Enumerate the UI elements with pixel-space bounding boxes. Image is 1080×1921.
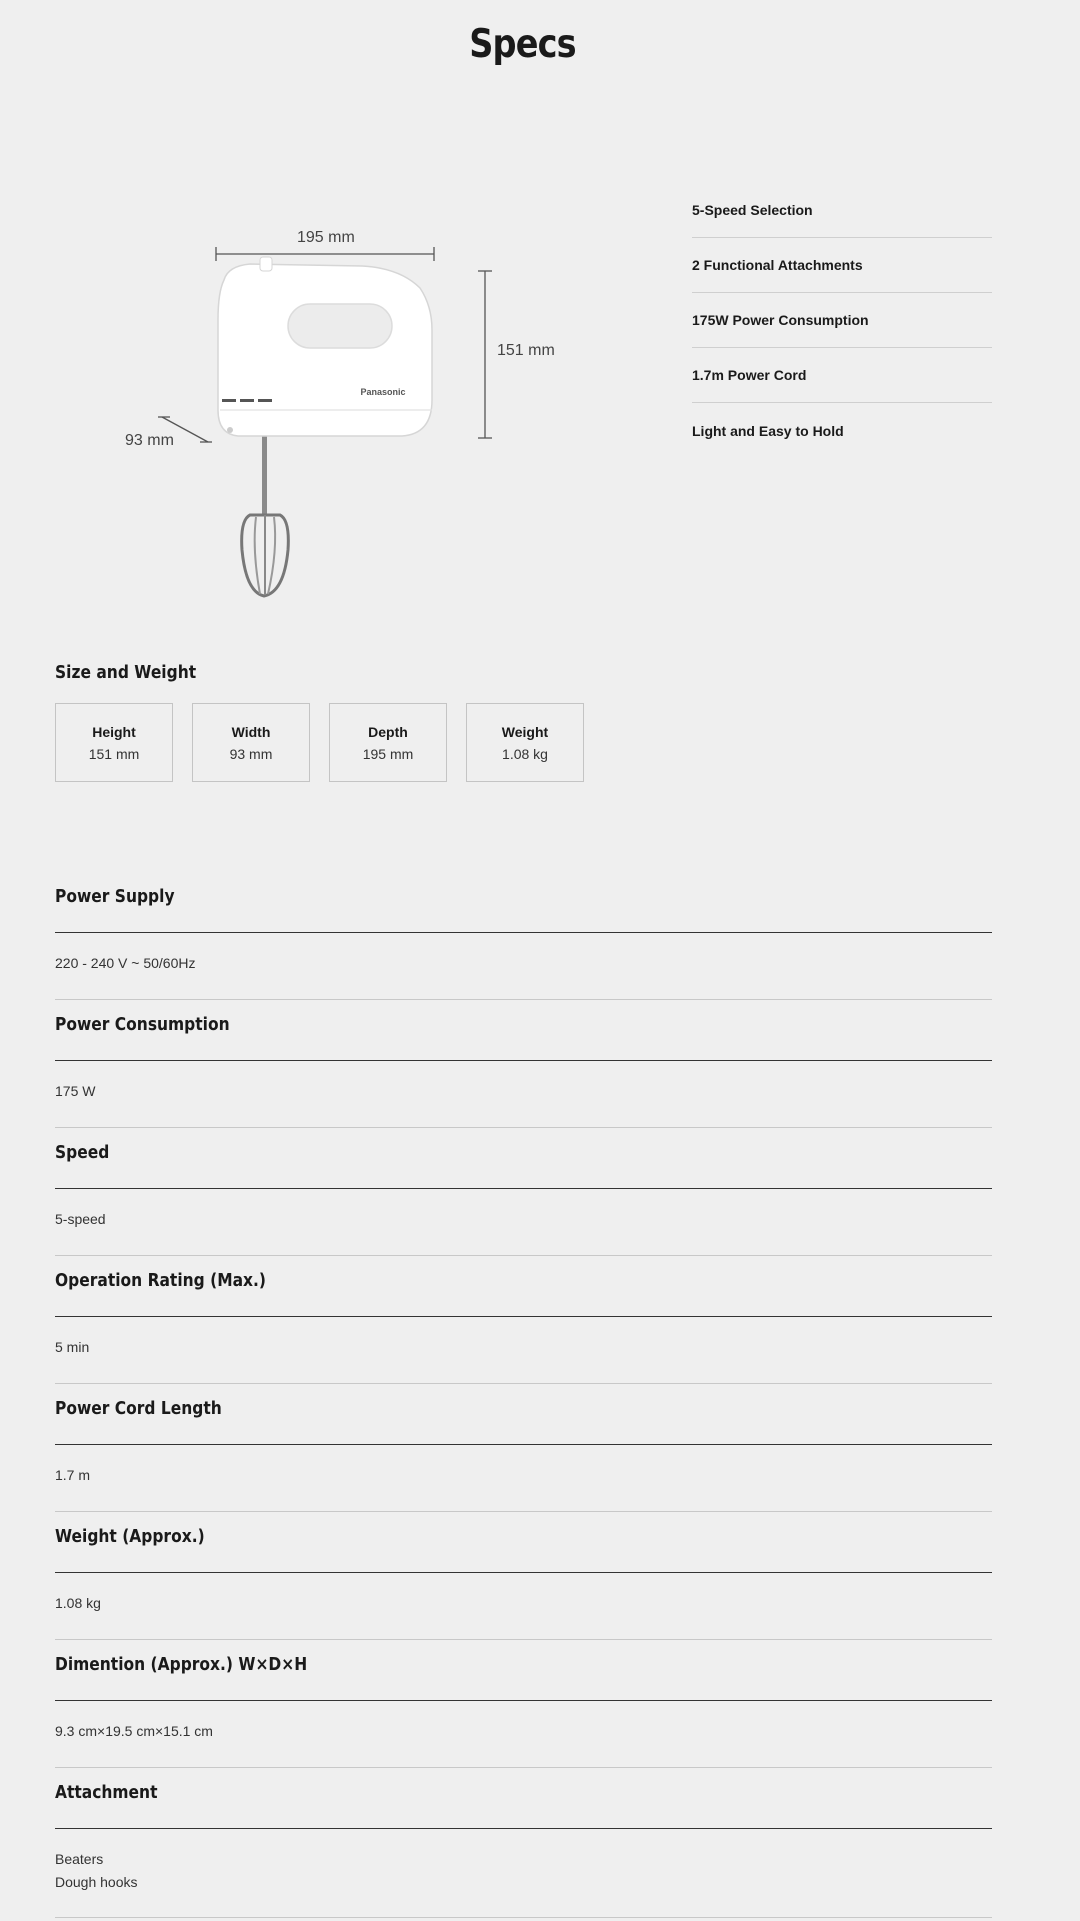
feature-item: Light and Easy to Hold: [692, 422, 844, 439]
divider: [55, 1700, 992, 1701]
spec-value: 220 - 240 V ~ 50/60Hz: [55, 955, 196, 971]
size-weight-boxes: [55, 703, 584, 782]
divider: [55, 1917, 992, 1918]
attachment-item: Beaters: [55, 1851, 104, 1867]
feature-item: 1.7m Power Cord: [692, 348, 992, 403]
spec-row-attachment: [55, 1768, 992, 1918]
spec-row-power-consumption: [55, 1000, 992, 1128]
spec-value: [55, 1848, 138, 1894]
size-box-label: Depth: [368, 723, 408, 740]
size-box-value: 1.08 kg: [502, 745, 548, 762]
spec-label: Attachment: [55, 1782, 158, 1803]
product-diagram: [100, 210, 580, 610]
size-box-width: [192, 703, 310, 782]
size-box-label: Weight: [501, 723, 549, 740]
size-box-weight: [466, 703, 584, 782]
spec-value: 175 W: [55, 1083, 96, 1099]
brand-logo: Panasonic: [360, 387, 406, 397]
spec-row-dimension: [55, 1640, 992, 1768]
divider: [55, 1188, 992, 1189]
spec-label: Power Cord Length: [55, 1398, 222, 1419]
spec-label: Dimention (Approx.) W×D×H: [55, 1654, 308, 1675]
spec-value: 5 min: [55, 1339, 90, 1355]
page-title: Specs: [469, 22, 576, 67]
spec-row-power-cord-length: [55, 1384, 992, 1512]
divider: [55, 932, 992, 933]
feature-item: 2 Functional Attachments: [692, 238, 992, 293]
spec-label: Power Supply: [55, 886, 175, 907]
size-box-label: Width: [231, 723, 271, 740]
spec-value: 5-speed: [55, 1211, 106, 1227]
divider: [55, 1572, 992, 1573]
spec-value: 1.7 m: [55, 1467, 91, 1483]
attachment-item: Dough hooks: [55, 1874, 138, 1890]
size-box-height: [55, 703, 173, 782]
size-box-label: Height: [92, 723, 136, 740]
feature-list: [692, 183, 992, 458]
size-box-value: 195 mm: [362, 745, 414, 762]
spec-label: Weight (Approx.): [55, 1526, 205, 1547]
feature-item: 5-Speed Selection: [692, 183, 992, 238]
spec-value: 1.08 kg: [55, 1595, 101, 1611]
width-dimension-label: 195 mm: [297, 229, 355, 246]
spec-row-power-supply: [55, 872, 992, 1000]
size-weight-heading: Size and Weight: [55, 662, 197, 683]
depth-dimension-label: 93 mm: [125, 432, 174, 449]
feature-item: 175W Power Consumption: [692, 293, 992, 348]
spec-label: Speed: [55, 1142, 110, 1163]
size-box-value: 93 mm: [229, 745, 273, 762]
height-dimension-label: 151 mm: [497, 342, 555, 359]
size-box-value: 151 mm: [88, 745, 140, 762]
spec-label: Power Consumption: [55, 1014, 230, 1035]
spec-table: [55, 872, 992, 1918]
divider: [55, 1828, 992, 1829]
spec-row-weight: [55, 1512, 992, 1640]
divider: [55, 1444, 992, 1445]
divider: [55, 1060, 992, 1061]
hand-mixer-illustration: [100, 210, 580, 610]
spec-value: 9.3 cm×19.5 cm×15.1 cm: [55, 1723, 213, 1739]
divider: [55, 1316, 992, 1317]
spec-row-speed: [55, 1128, 992, 1256]
spec-label: Operation Rating (Max.): [55, 1270, 267, 1291]
size-box-depth: [329, 703, 447, 782]
spec-row-operation-rating: [55, 1256, 992, 1384]
